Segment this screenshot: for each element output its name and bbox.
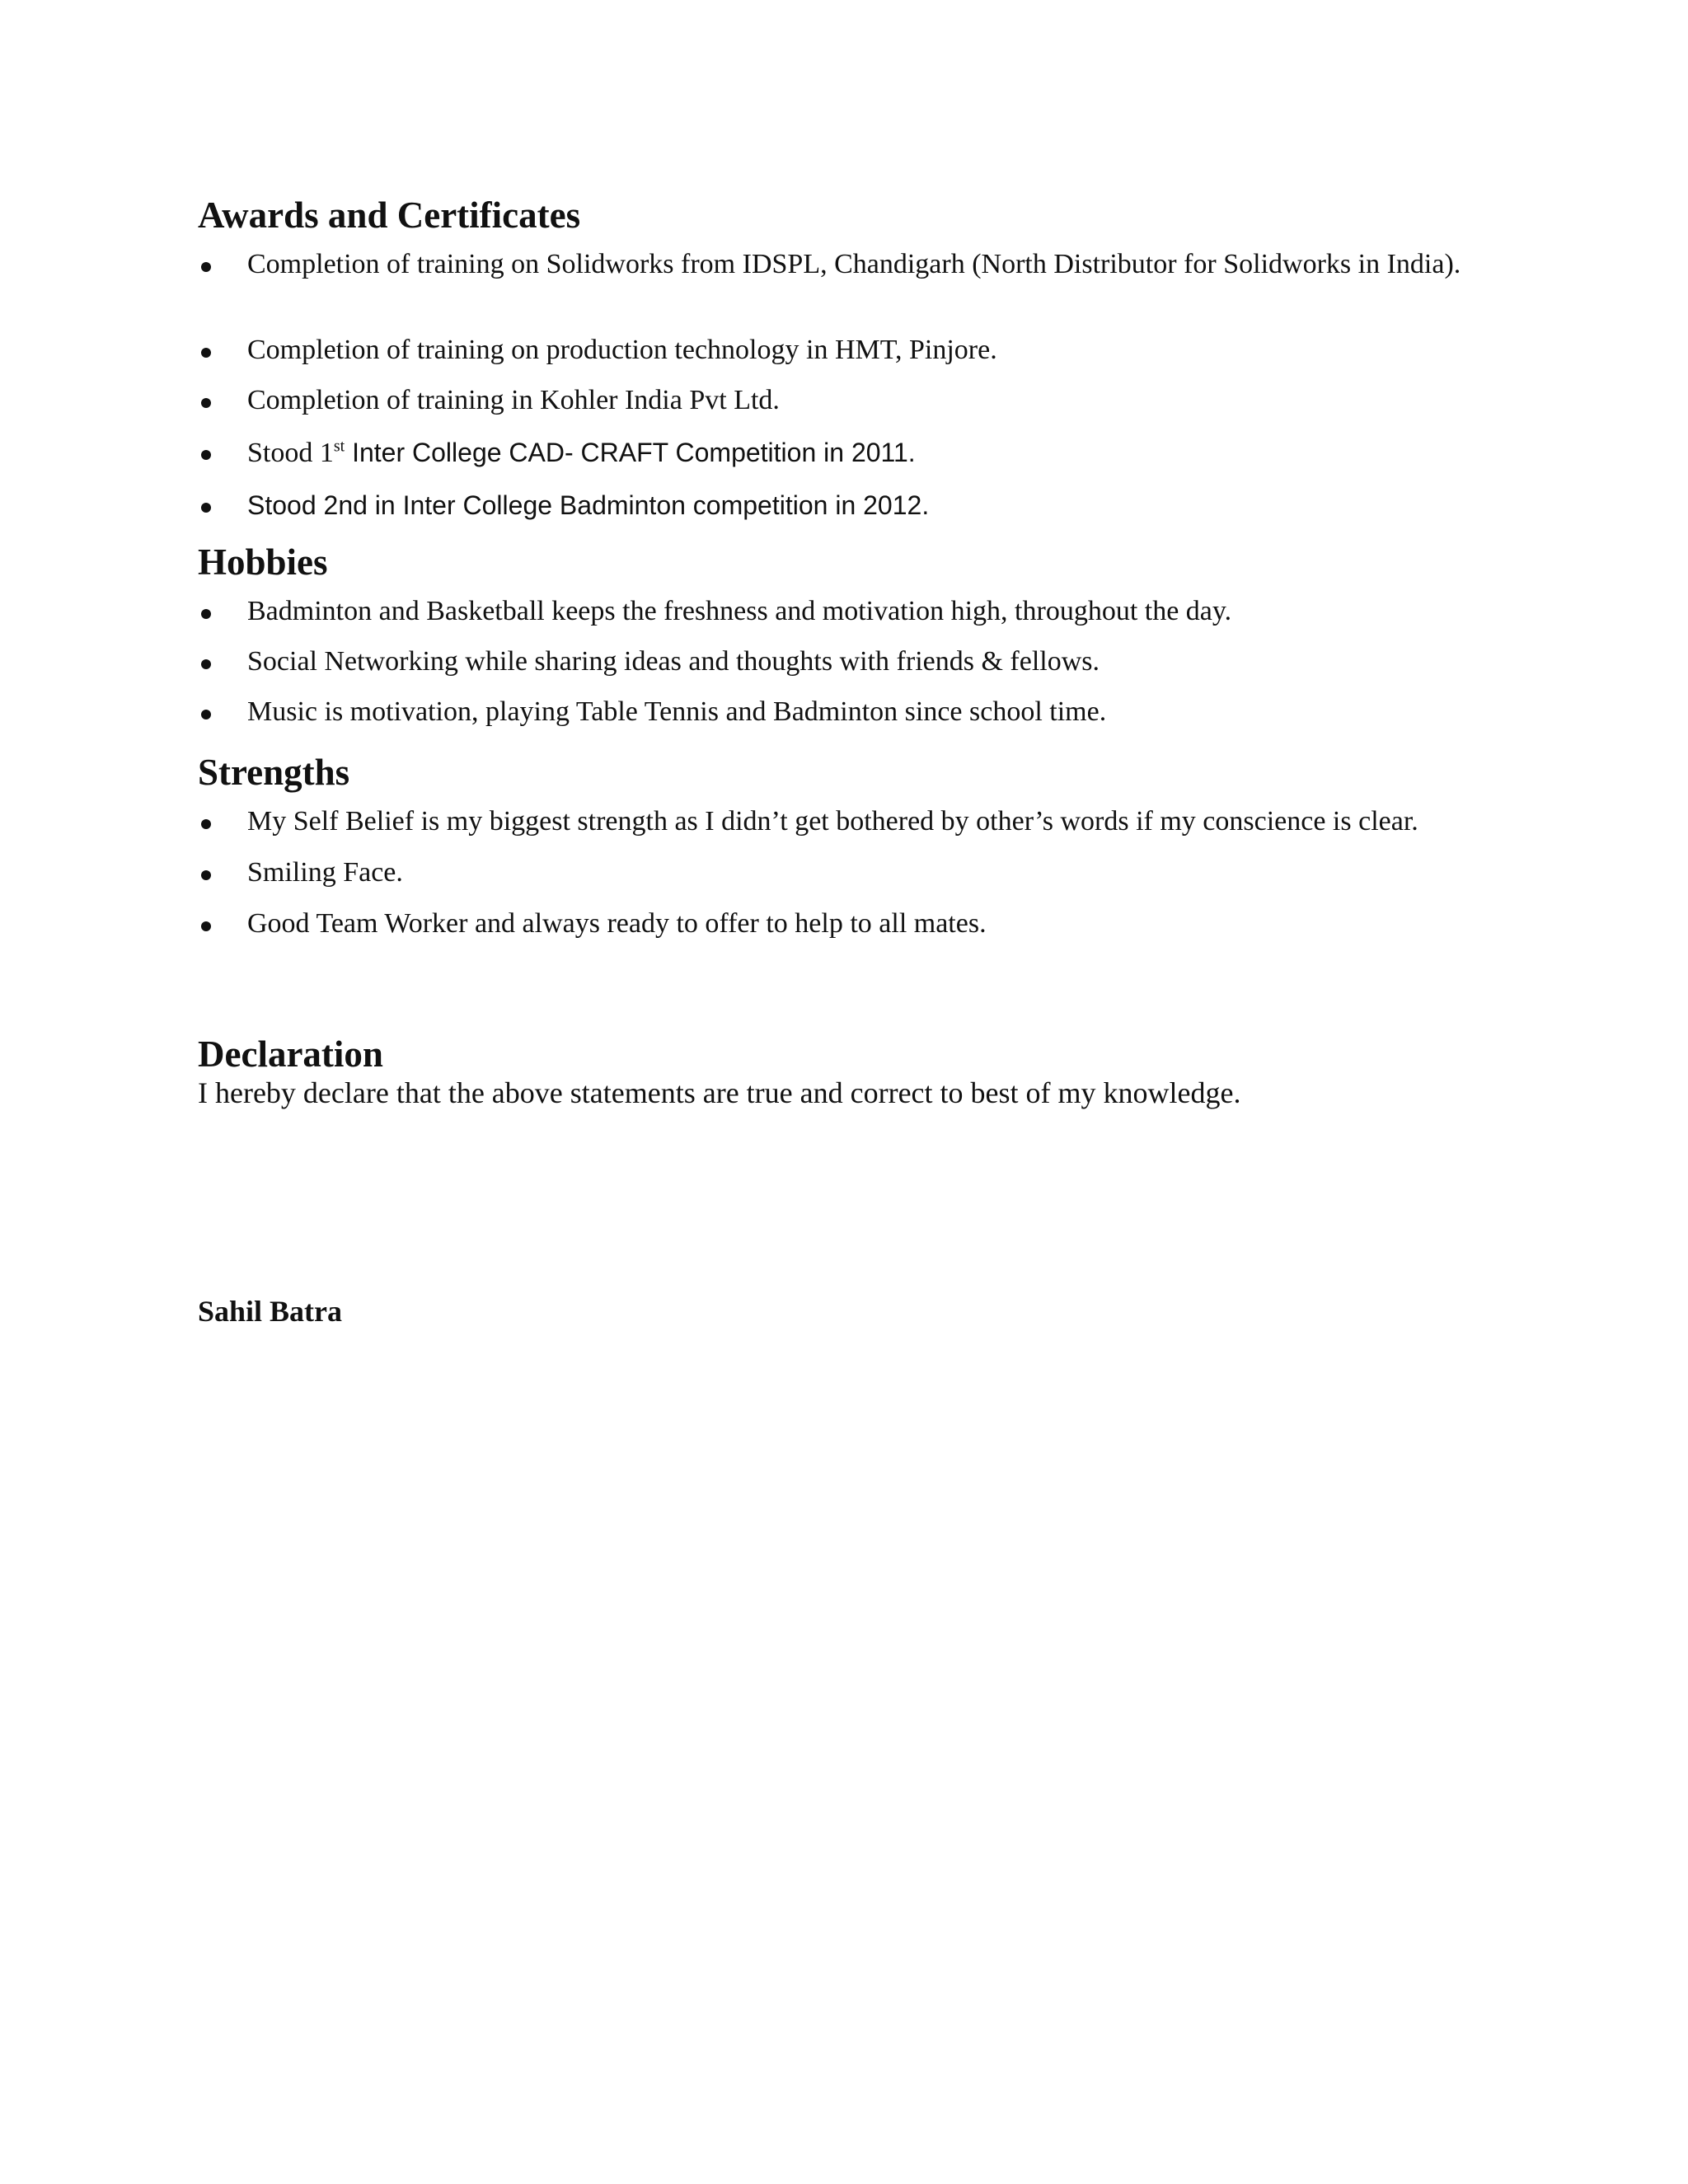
list-item: Smiling Face. [198, 856, 1484, 889]
list-item: Completion of training in Kohler India Pvt Ltd. [198, 384, 1484, 417]
bullet-icon [201, 348, 211, 358]
bullet-icon [201, 659, 211, 669]
awards-section [198, 194, 1484, 523]
awards-list [198, 248, 1484, 523]
list-item: Badminton and Basketball keeps the freshness and motivation high, throughout the day. [198, 595, 1484, 628]
bullet-icon [201, 503, 211, 513]
strengths-heading: Strengths [198, 752, 350, 793]
bullet-icon [201, 398, 211, 408]
bullet-icon [201, 819, 211, 829]
list-item: Music is motivation, playing Table Tennis and Badminton since school time. [198, 696, 1484, 729]
declaration-text: I hereby declare that the above statements are true and correct to best of my knowledge. [198, 1076, 1241, 1109]
list-item: Completion of training on production technology in HMT, Pinjore. [198, 334, 1484, 367]
strengths-list [198, 805, 1484, 940]
declaration-heading: Declaration [198, 1033, 383, 1075]
list-item: Good Team Worker and always ready to offer to help to all mates. [198, 907, 1484, 940]
hobbies-section [198, 541, 1484, 729]
declaration-section [198, 1033, 1484, 1110]
signature-section [198, 1294, 1484, 1329]
list-item: Social Networking while sharing ideas and thoughts with friends & fellows. [198, 645, 1484, 678]
awards-heading: Awards and Certificates [198, 194, 581, 236]
bullet-icon [201, 921, 211, 931]
bullet-icon [201, 262, 211, 272]
hobbies-list [198, 595, 1484, 729]
bullet-icon [201, 609, 211, 619]
bullet-icon [201, 870, 211, 880]
bullet-icon [201, 710, 211, 719]
signature-name: Sahil Batra [198, 1295, 343, 1328]
list-item: My Self Belief is my biggest strength as I didn’t get bothered by other’s words if my conscience is clear. [198, 805, 1484, 838]
list-item: Completion of training on Solidworks from IDSPL, Chandigarh (North Distributor for Solidworks in India). [198, 248, 1484, 316]
hobbies-heading: Hobbies [198, 541, 328, 583]
bullet-icon [201, 450, 211, 460]
list-item: Stood 1st Inter College CAD- CRAFT Competition in 2011. [198, 436, 1484, 470]
list-item: Stood 2nd in Inter College Badminton competition in 2012. [198, 489, 1484, 523]
strengths-section [198, 751, 1484, 940]
